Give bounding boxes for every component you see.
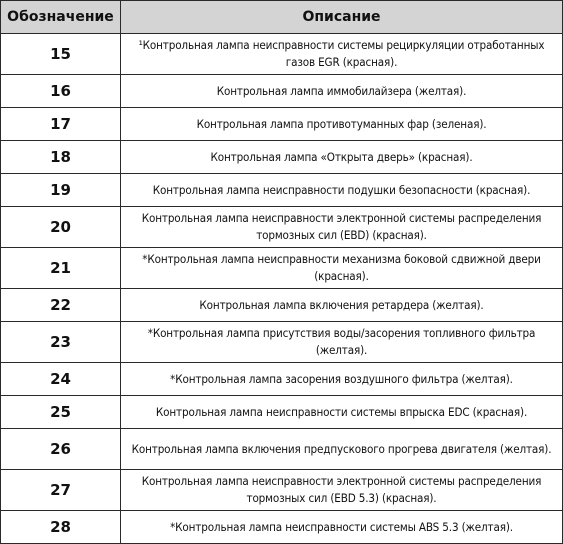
row-description: Контрольная лампа включения ретардера (желтая).	[121, 289, 563, 322]
row-number: 27	[1, 470, 121, 511]
column-header-designation: Обозначение	[1, 1, 121, 34]
row-number: 19	[1, 174, 121, 207]
row-description: *Контрольная лампа присутствия воды/засорения топливного фильтра (желтая).	[121, 322, 563, 363]
row-number: 22	[1, 289, 121, 322]
table-row	[1, 511, 563, 544]
table-row	[1, 363, 563, 396]
row-description: Контрольная лампа неисправности электронной системы распределения тормозных сил (EBD) (красная).	[121, 207, 563, 248]
row-description: Контрольная лампа неисправности электронной системы распределения тормозных сил (EBD 5.3) (красная).	[121, 470, 563, 511]
row-description: Контрольная лампа неисправности подушки безопасности (красная).	[121, 174, 563, 207]
row-description: Контрольная лампа иммобилайзера (желтая).	[121, 75, 563, 108]
table-row	[1, 289, 563, 322]
table-row	[1, 141, 563, 174]
row-description: Контрольная лампа неисправности системы впрыска EDC (красная).	[121, 396, 563, 429]
row-description: *Контрольная лампа неисправности механизма боковой сдвижной двери (красная).	[121, 248, 563, 289]
row-number: 16	[1, 75, 121, 108]
row-description: Контрольная лампа «Открыта дверь» (красная).	[121, 141, 563, 174]
table-row	[1, 470, 563, 511]
table-row	[1, 174, 563, 207]
row-number: 17	[1, 108, 121, 141]
row-number: 20	[1, 207, 121, 248]
table-row	[1, 75, 563, 108]
table-row	[1, 34, 563, 75]
row-number: 26	[1, 429, 121, 470]
row-number: 15	[1, 34, 121, 75]
row-description: Контрольная лампа включения предпускового прогрева двигателя (желтая).	[121, 429, 563, 470]
row-number: 21	[1, 248, 121, 289]
column-header-description: Описание	[121, 1, 563, 34]
table-row	[1, 207, 563, 248]
table-row	[1, 322, 563, 363]
row-description: *Контрольная лампа неисправности системы ABS 5.3 (желтая).	[121, 511, 563, 544]
table-row	[1, 108, 563, 141]
row-number: 25	[1, 396, 121, 429]
table-header-row	[1, 1, 563, 34]
row-number: 24	[1, 363, 121, 396]
row-description: *Контрольная лампа засорения воздушного фильтра (желтая).	[121, 363, 563, 396]
row-number: 18	[1, 141, 121, 174]
table-row	[1, 396, 563, 429]
row-description: Контрольная лампа противотуманных фар (зеленая).	[121, 108, 563, 141]
row-number: 23	[1, 322, 121, 363]
table-row	[1, 248, 563, 289]
table-row	[1, 429, 563, 470]
row-number: 28	[1, 511, 121, 544]
row-description: ¹Контрольная лампа неисправности системы рециркуляции отработанных газов EGR (красная).	[121, 34, 563, 75]
